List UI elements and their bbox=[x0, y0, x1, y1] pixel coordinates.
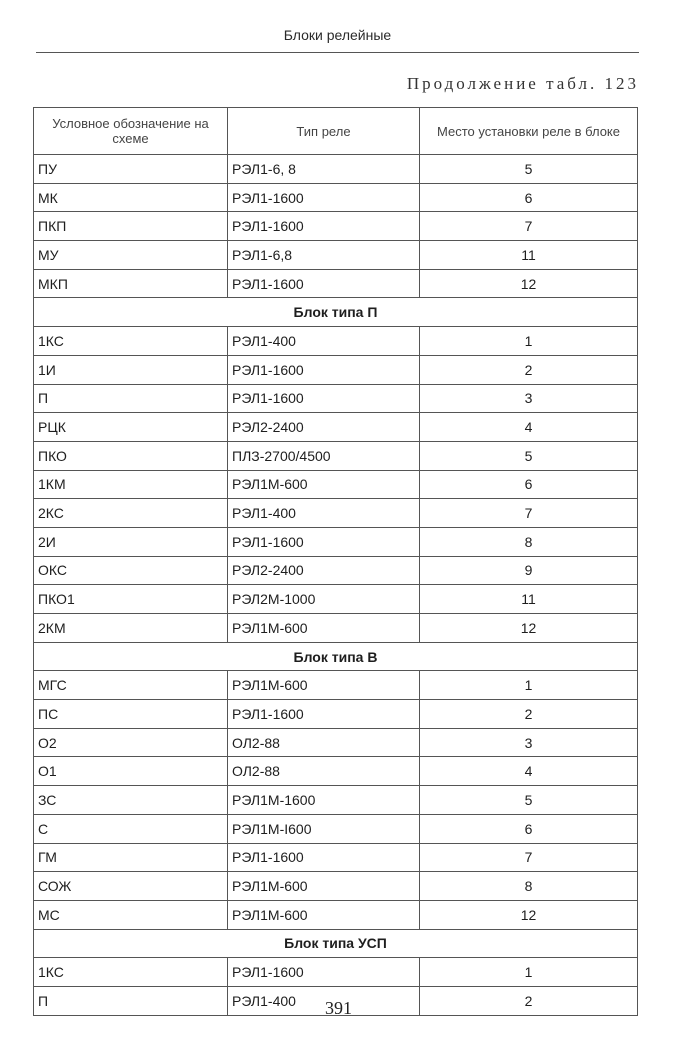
cell-relay-type: ОЛ2-88 bbox=[228, 728, 420, 757]
section-row bbox=[34, 642, 638, 671]
cell-relay-type: РЭЛ1-1600 bbox=[228, 269, 420, 298]
cell-designation: О1 bbox=[34, 757, 228, 786]
table-row bbox=[34, 843, 638, 872]
table-row bbox=[34, 786, 638, 815]
cell-relay-type: РЭЛ1-6, 8 bbox=[228, 155, 420, 184]
cell-relay-type: РЭЛ1-1600 bbox=[228, 843, 420, 872]
cell-designation: МК bbox=[34, 183, 228, 212]
table-row bbox=[34, 384, 638, 413]
cell-install-place: 1 bbox=[420, 958, 638, 987]
cell-designation: 1И bbox=[34, 355, 228, 384]
cell-install-place: 1 bbox=[420, 327, 638, 356]
table-row bbox=[34, 241, 638, 270]
cell-install-place: 11 bbox=[420, 585, 638, 614]
cell-install-place: 3 bbox=[420, 728, 638, 757]
cell-relay-type: РЭЛ1-1600 bbox=[228, 527, 420, 556]
cell-relay-type: РЭЛ1-400 bbox=[228, 327, 420, 356]
table-header bbox=[34, 108, 638, 155]
header-designation: Условное обозначение на схеме bbox=[34, 108, 228, 155]
table-row bbox=[34, 470, 638, 499]
cell-designation: 2КМ bbox=[34, 614, 228, 643]
cell-designation: 2И bbox=[34, 527, 228, 556]
table-row bbox=[34, 814, 638, 843]
cell-relay-type: ОЛ2-88 bbox=[228, 757, 420, 786]
cell-designation: ПС bbox=[34, 700, 228, 729]
cell-install-place: 6 bbox=[420, 183, 638, 212]
table-row bbox=[34, 355, 638, 384]
cell-install-place: 8 bbox=[420, 527, 638, 556]
cell-install-place: 12 bbox=[420, 900, 638, 929]
cell-designation: П bbox=[34, 986, 228, 1015]
table-body bbox=[34, 155, 638, 1016]
cell-relay-type: РЭЛ1М-600 bbox=[228, 671, 420, 700]
header-row bbox=[34, 108, 638, 155]
cell-designation: 1КС bbox=[34, 327, 228, 356]
cell-relay-type: РЭЛ1-400 bbox=[228, 499, 420, 528]
cell-install-place: 11 bbox=[420, 241, 638, 270]
cell-install-place: 2 bbox=[420, 700, 638, 729]
table-row bbox=[34, 413, 638, 442]
table-row bbox=[34, 155, 638, 184]
cell-designation: МКП bbox=[34, 269, 228, 298]
table-row bbox=[34, 700, 638, 729]
cell-install-place: 1 bbox=[420, 671, 638, 700]
cell-designation: СОЖ bbox=[34, 872, 228, 901]
table-row bbox=[34, 757, 638, 786]
cell-install-place: 6 bbox=[420, 814, 638, 843]
cell-relay-type: РЭЛ1-400 bbox=[228, 986, 420, 1015]
section-title: Блок типа В bbox=[34, 642, 638, 671]
cell-relay-type: РЭЛ1М-600 bbox=[228, 872, 420, 901]
cell-designation: ПУ bbox=[34, 155, 228, 184]
table-row bbox=[34, 499, 638, 528]
cell-relay-type: РЭЛ1М-I600 bbox=[228, 814, 420, 843]
cell-relay-type: РЭЛ1-1600 bbox=[228, 355, 420, 384]
cell-install-place: 2 bbox=[420, 355, 638, 384]
cell-install-place: 8 bbox=[420, 872, 638, 901]
table-row bbox=[34, 900, 638, 929]
cell-designation: РЦК bbox=[34, 413, 228, 442]
section-row bbox=[34, 298, 638, 327]
table-row bbox=[34, 728, 638, 757]
table-row bbox=[34, 327, 638, 356]
section-row bbox=[34, 929, 638, 958]
cell-designation: ПКО bbox=[34, 441, 228, 470]
section-title: Блок типа П bbox=[34, 298, 638, 327]
cell-designation: ОКС bbox=[34, 556, 228, 585]
cell-relay-type: РЭЛ1-1600 bbox=[228, 212, 420, 241]
cell-designation: 2КС bbox=[34, 499, 228, 528]
section-title: Блок типа УСП bbox=[34, 929, 638, 958]
cell-relay-type: РЭЛ1М-1600 bbox=[228, 786, 420, 815]
cell-designation: ЗС bbox=[34, 786, 228, 815]
cell-designation: С bbox=[34, 814, 228, 843]
cell-designation: П bbox=[34, 384, 228, 413]
table-row bbox=[34, 269, 638, 298]
header-relay-type: Тип реле bbox=[228, 108, 420, 155]
cell-designation: 1КМ bbox=[34, 470, 228, 499]
cell-install-place: 7 bbox=[420, 212, 638, 241]
cell-install-place: 4 bbox=[420, 413, 638, 442]
table-row bbox=[34, 585, 638, 614]
page-number: 391 bbox=[325, 998, 352, 1018]
cell-relay-type: РЭЛ1М-600 bbox=[228, 900, 420, 929]
cell-install-place: 5 bbox=[420, 786, 638, 815]
cell-designation: ПКП bbox=[34, 212, 228, 241]
cell-relay-type: РЭЛ1-1600 bbox=[228, 183, 420, 212]
cell-designation: МС bbox=[34, 900, 228, 929]
cell-install-place: 3 bbox=[420, 384, 638, 413]
cell-designation: О2 bbox=[34, 728, 228, 757]
cell-relay-type: РЭЛ1М-600 bbox=[228, 614, 420, 643]
cell-relay-type: РЭЛ1-1600 bbox=[228, 958, 420, 987]
cell-install-place: 6 bbox=[420, 470, 638, 499]
table-row bbox=[34, 671, 638, 700]
cell-install-place: 5 bbox=[420, 441, 638, 470]
cell-relay-type: ПЛЗ-2700/4500 bbox=[228, 441, 420, 470]
table-continuation-caption: Продолжение табл. 123 bbox=[406, 74, 639, 93]
cell-relay-type: РЭЛ1-1600 bbox=[228, 700, 420, 729]
cell-install-place: 12 bbox=[420, 614, 638, 643]
table-row bbox=[34, 441, 638, 470]
cell-relay-type: РЭЛ2М-1000 bbox=[228, 585, 420, 614]
relay-table bbox=[33, 107, 638, 1016]
cell-relay-type: РЭЛ1-1600 bbox=[228, 384, 420, 413]
cell-install-place: 9 bbox=[420, 556, 638, 585]
cell-designation: МГС bbox=[34, 671, 228, 700]
table-row bbox=[34, 614, 638, 643]
cell-install-place: 7 bbox=[420, 843, 638, 872]
cell-designation: МУ bbox=[34, 241, 228, 270]
cell-install-place: 4 bbox=[420, 757, 638, 786]
cell-relay-type: РЭЛ1-6,8 bbox=[228, 241, 420, 270]
cell-install-place: 7 bbox=[420, 499, 638, 528]
cell-relay-type: РЭЛ2-2400 bbox=[228, 413, 420, 442]
table-row bbox=[34, 212, 638, 241]
table-row bbox=[34, 527, 638, 556]
table-row bbox=[34, 958, 638, 987]
table-row bbox=[34, 183, 638, 212]
running-head: Блоки релейные bbox=[283, 27, 392, 43]
table-row bbox=[34, 556, 638, 585]
cell-designation: ГМ bbox=[34, 843, 228, 872]
cell-designation: ПКО1 bbox=[34, 585, 228, 614]
table-row bbox=[34, 872, 638, 901]
header-rule bbox=[36, 52, 639, 53]
cell-relay-type: РЭЛ2-2400 bbox=[228, 556, 420, 585]
cell-relay-type: РЭЛ1М-600 bbox=[228, 470, 420, 499]
header-install-place: Место установки реле в блоке bbox=[420, 108, 638, 155]
cell-install-place: 2 bbox=[420, 986, 638, 1015]
cell-install-place: 5 bbox=[420, 155, 638, 184]
cell-install-place: 12 bbox=[420, 269, 638, 298]
cell-designation: 1КС bbox=[34, 958, 228, 987]
